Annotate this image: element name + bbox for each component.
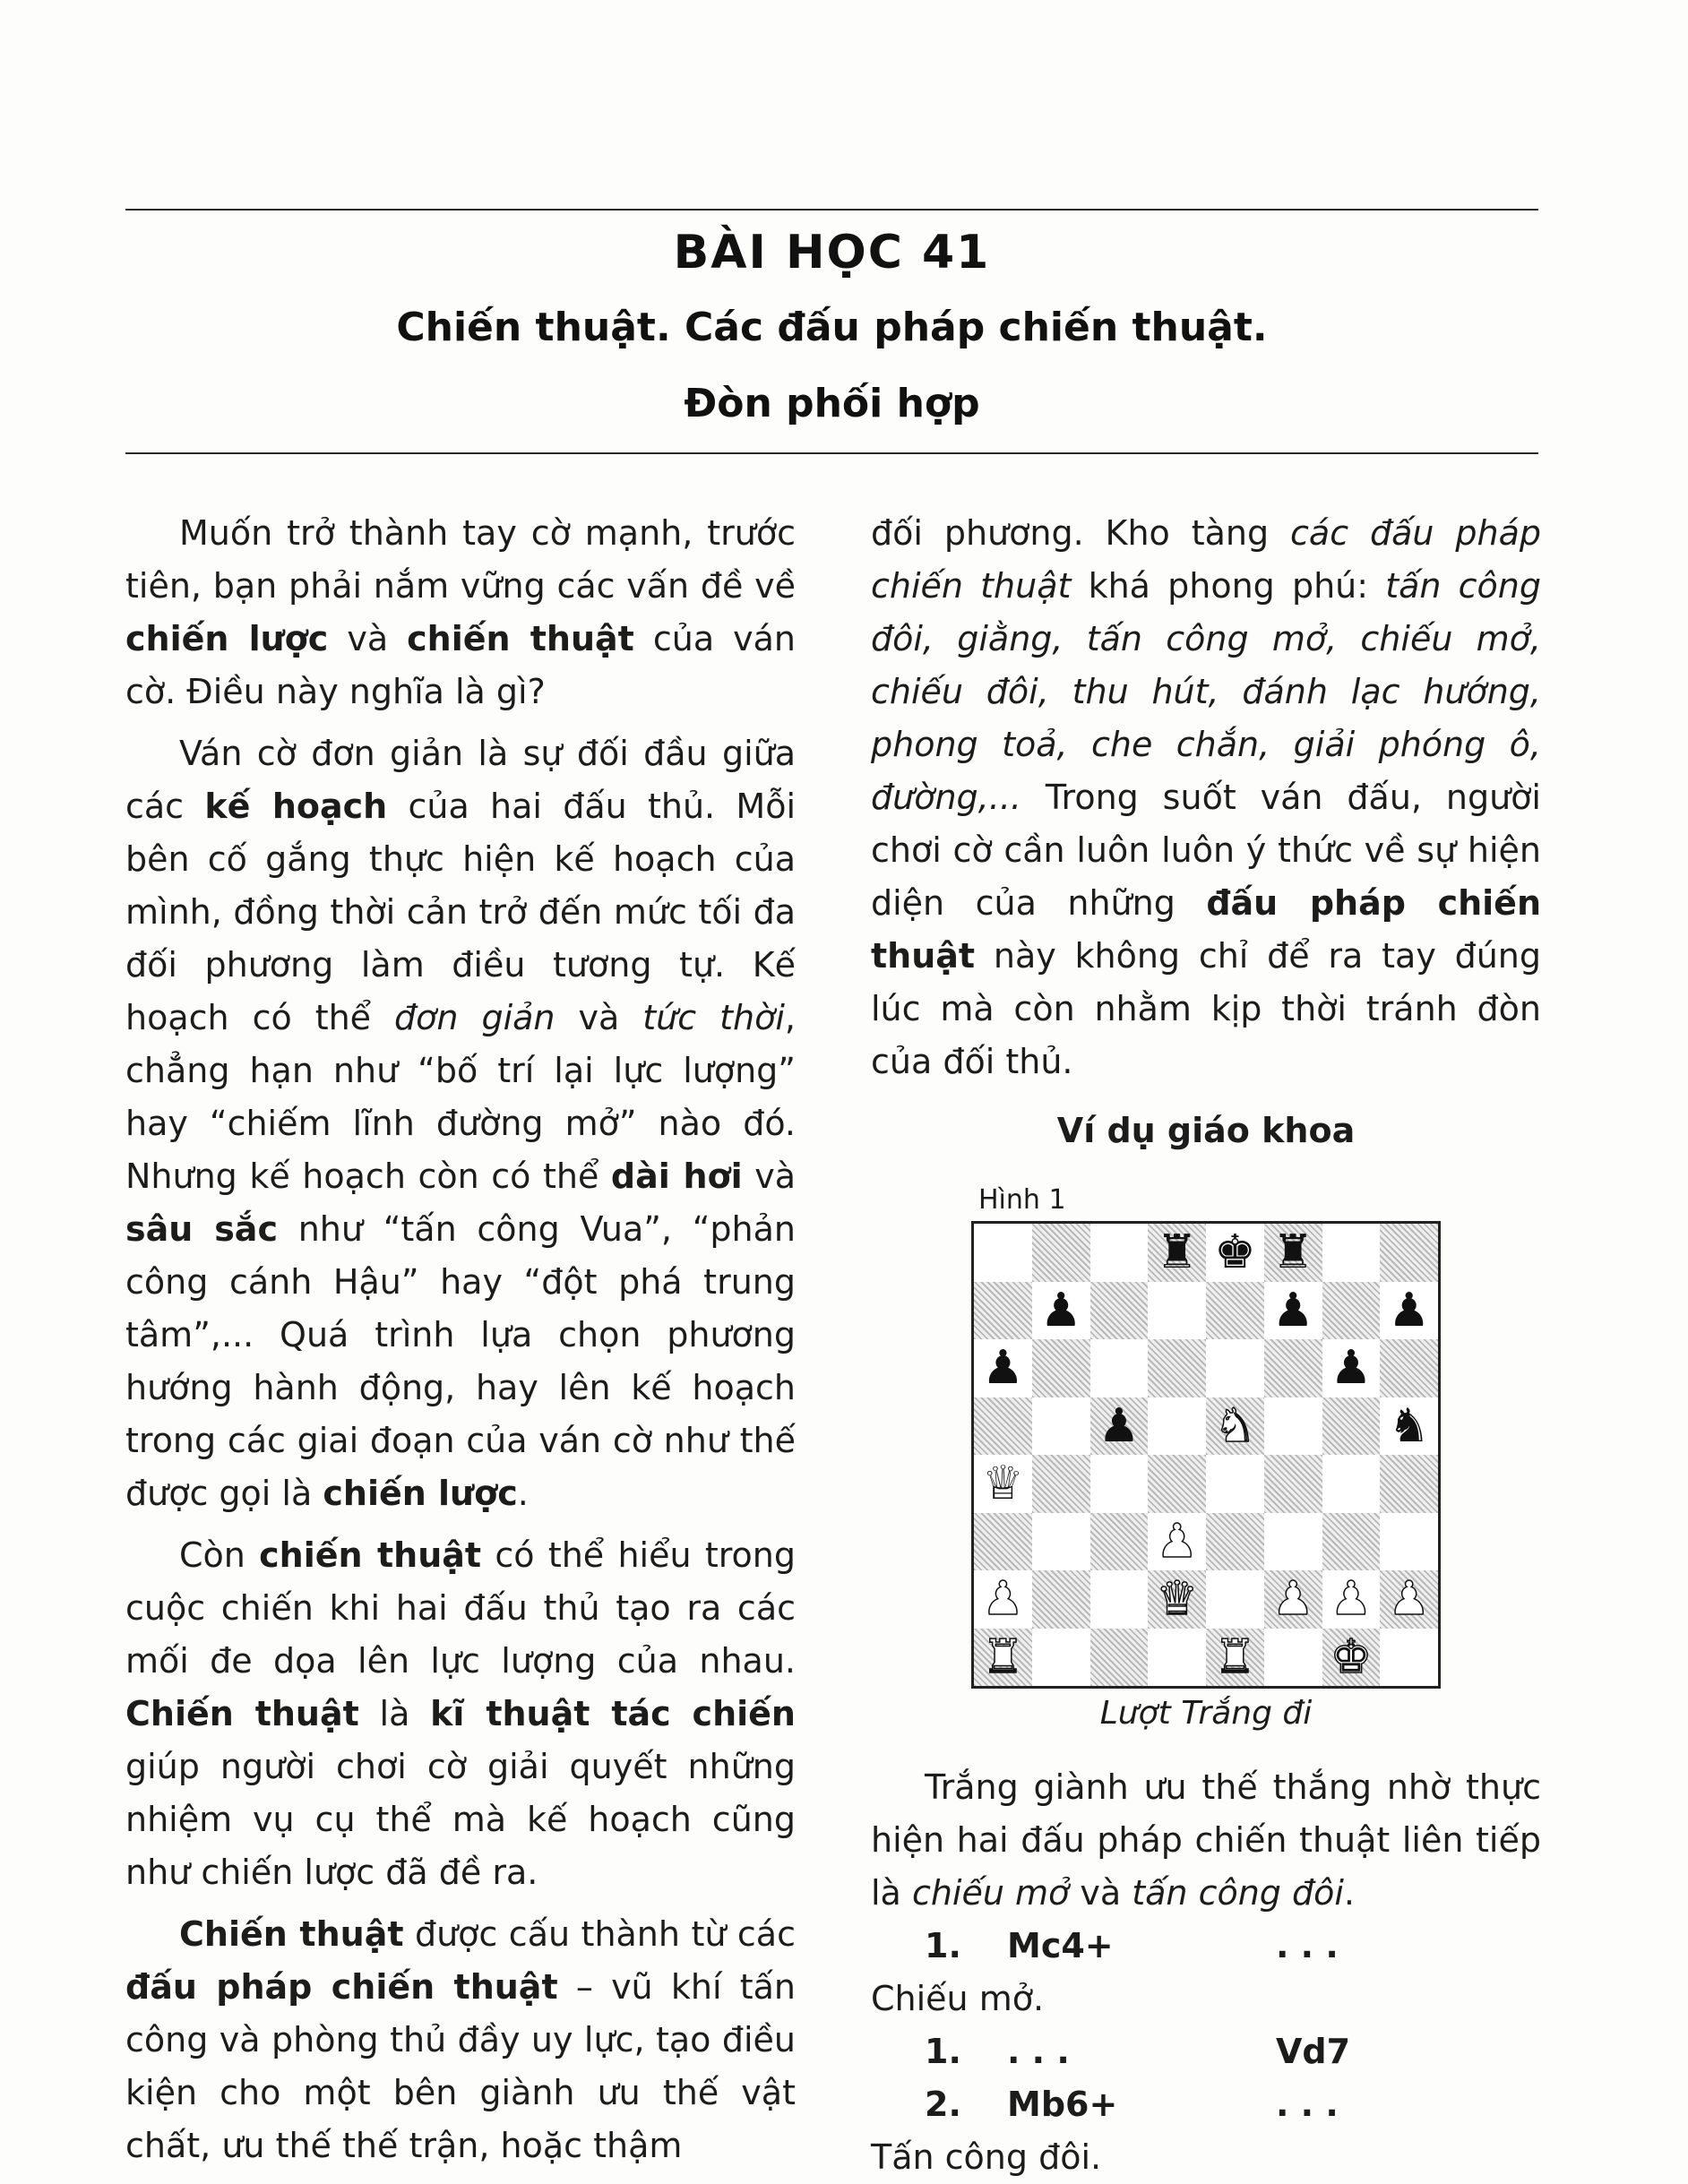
- square-g5: [1322, 1397, 1381, 1456]
- chess-piece-icon: ♚: [1330, 1629, 1373, 1684]
- square-b7: [1032, 1282, 1090, 1340]
- square-h8: [1380, 1224, 1438, 1282]
- lesson-subtitle-2: Đòn phối hợp: [684, 381, 980, 426]
- paragraph-4: Chiến thuật được cấu thành từ các đấu pháp chiến thuật – vũ khí tấn công và phòng thủ đầy uy lực, tạo điều kiện cho một bên giành ưu thế vật chất, ưu thế thế trận, hoặc thậm: [125, 1914, 796, 2165]
- chess-board: [971, 1221, 1441, 1689]
- square-f1: [1264, 1629, 1322, 1687]
- chess-piece-icon: ♟: [1330, 1572, 1373, 1627]
- square-b3: [1032, 1513, 1090, 1571]
- square-a7: [974, 1282, 1032, 1340]
- square-c4: [1090, 1455, 1149, 1513]
- move-number: 2.: [925, 2085, 961, 2124]
- square-e3: [1206, 1513, 1264, 1571]
- move-white: Mc4+: [1007, 1926, 1114, 1965]
- square-d3: [1148, 1513, 1206, 1571]
- square-e2: [1206, 1570, 1264, 1629]
- left-column: [125, 507, 796, 2172]
- square-f4: [1264, 1455, 1322, 1513]
- chess-piece-icon: ♟: [1271, 1283, 1314, 1337]
- move-row: [871, 1920, 1541, 1973]
- move-note: [871, 1973, 1541, 2025]
- header-rule-top: [125, 209, 1538, 211]
- square-c6: [1090, 1339, 1149, 1397]
- square-b8: [1032, 1224, 1090, 1282]
- chess-piece-icon: ♚: [1214, 1225, 1256, 1280]
- square-f3: [1264, 1513, 1322, 1571]
- square-f8: [1264, 1224, 1322, 1282]
- move-black: . . .: [1276, 2085, 1339, 2124]
- square-b1: [1032, 1629, 1090, 1687]
- chess-piece-icon: ♕: [982, 1457, 1024, 1511]
- square-b2: [1032, 1570, 1090, 1629]
- square-b6: [1032, 1339, 1090, 1397]
- square-g4: [1322, 1455, 1381, 1513]
- square-h2: [1380, 1570, 1438, 1629]
- move-note-text: Tấn công đôi.: [871, 2137, 1102, 2177]
- square-e7: [1206, 1282, 1264, 1340]
- square-c5: [1090, 1397, 1149, 1456]
- square-e6: [1206, 1339, 1264, 1397]
- figure-label: Hình 1: [978, 1184, 1066, 1216]
- square-g2: [1322, 1570, 1381, 1629]
- move-white: . . .: [1007, 2032, 1070, 2071]
- square-b5: [1032, 1397, 1090, 1456]
- square-h6: [1380, 1339, 1438, 1397]
- square-g8: [1322, 1224, 1381, 1282]
- square-a3: [974, 1513, 1032, 1571]
- chess-piece-icon: ♜: [1214, 1629, 1256, 1684]
- square-f5: [1264, 1397, 1322, 1456]
- square-c7: [1090, 1282, 1149, 1340]
- square-d6: [1148, 1339, 1206, 1397]
- square-g1: [1322, 1629, 1381, 1687]
- right-column: [871, 507, 1541, 1088]
- square-h4: [1380, 1455, 1438, 1513]
- paragraph-2: Ván cờ đơn giản là sự đối đầu giữa các kế hoạch của hai đấu thủ. Mỗi bên cố gắng thực hiện kế hoạch của mình, đồng thời cản trở đến mức tối đa đối phương làm điều tương tự. Kế hoạch có thể đơn giản và tức thời, chẳng hạn như “bố trí lại lực lượng” hay “chiếm lĩnh đường mở” nào đó. Nhưng kế hoạch còn có thể dài hơi và sâu sắc như “tấn công Vua”, “phản công cánh Hậu” hay “đột phá trung tâm”,... Quá trình lựa chọn phương hướng hành động, hay lên kế hoạch trong các giai đoạn của ván cờ như thế được gọi là chiến lược.: [125, 734, 797, 1513]
- square-c2: [1090, 1570, 1149, 1629]
- square-d2: [1148, 1570, 1206, 1629]
- figure-caption: Lượt Trắng đi: [1099, 1695, 1313, 1732]
- square-a6: [974, 1339, 1032, 1397]
- square-h7: [1380, 1282, 1438, 1340]
- square-a5: [974, 1397, 1032, 1456]
- square-d1: [1148, 1629, 1206, 1687]
- move-number: 1.: [925, 1926, 961, 1965]
- square-d4: [1148, 1455, 1206, 1513]
- square-h1: [1380, 1629, 1438, 1687]
- square-e5: [1206, 1397, 1264, 1456]
- chess-piece-icon: ♟: [1098, 1398, 1141, 1453]
- square-e1: [1206, 1629, 1264, 1687]
- header-rule-bottom: [125, 452, 1538, 454]
- square-e8: [1206, 1224, 1264, 1282]
- square-g3: [1322, 1513, 1381, 1571]
- paragraph-1: Muốn trở thành tay cờ mạnh, trước tiên, bạn phải nắm vững các vấn đề về chiến lược và chiến thuật của ván cờ. Điều này nghĩa là gì?: [125, 513, 796, 711]
- chess-piece-icon: ♟: [982, 1341, 1024, 1396]
- move-white: Mb6+: [1007, 2085, 1118, 2124]
- chess-piece-icon: ♟: [982, 1572, 1024, 1627]
- move-note-text: Chiếu mở.: [871, 1979, 1045, 2018]
- square-c8: [1090, 1224, 1149, 1282]
- square-g7: [1322, 1282, 1381, 1340]
- chess-piece-icon: ♜: [1271, 1225, 1314, 1280]
- square-c3: [1090, 1513, 1149, 1571]
- paragraph-3: Còn chiến thuật có thể hiểu trong cuộc chiến khi hai đấu thủ tạo ra các mối đe dọa lên lực lượng của nhau. Chiến thuật là kĩ thuật tác chiến giúp người chơi cờ giải quyết những nhiệm vụ cụ thể mà kế hoạch cũng như chiến lược đã đề ra.: [125, 1535, 796, 1892]
- square-d8: [1148, 1224, 1206, 1282]
- square-h3: [1380, 1513, 1438, 1571]
- move-row: [871, 2025, 1541, 2078]
- chess-piece-icon: ♜: [1156, 1225, 1198, 1280]
- chess-piece-icon: ♟: [1388, 1572, 1430, 1627]
- lesson-subtitle-1: Chiến thuật. Các đấu pháp chiến thuật.: [396, 305, 1268, 350]
- square-e4: [1206, 1455, 1264, 1513]
- move-number: 1.: [925, 2032, 961, 2071]
- move-list: [871, 1920, 1541, 2184]
- chess-piece-icon: ♟: [1156, 1514, 1198, 1569]
- chess-piece-icon: ♟: [1039, 1283, 1082, 1337]
- paragraph-6: Trắng giành ưu thế thắng nhờ thực hiện hai đấu pháp chiến thuật liên tiếp là chiếu mở và tấn công đôi.: [871, 1767, 1541, 1913]
- square-b4: [1032, 1455, 1090, 1513]
- chess-piece-icon: ♟: [1271, 1572, 1314, 1627]
- chess-piece-icon: ♟: [1388, 1283, 1430, 1337]
- right-column-lower: [871, 1761, 1541, 1920]
- move-black: . . .: [1276, 1926, 1339, 1965]
- square-c1: [1090, 1629, 1149, 1687]
- chess-piece-icon: ♛: [1156, 1572, 1198, 1627]
- move-row: [871, 2078, 1541, 2131]
- square-d5: [1148, 1397, 1206, 1456]
- chess-piece-icon: ♞: [1388, 1398, 1430, 1453]
- move-black: Vd7: [1276, 2032, 1351, 2071]
- chess-piece-icon: ♞: [1214, 1398, 1256, 1453]
- lesson-title: BÀI HỌC 41: [673, 226, 991, 279]
- square-a2: [974, 1570, 1032, 1629]
- square-a4: [974, 1455, 1032, 1513]
- move-note: [871, 2131, 1541, 2184]
- chess-piece-icon: ♟: [1330, 1341, 1373, 1396]
- square-a1: [974, 1629, 1032, 1687]
- chess-piece-icon: ♜: [982, 1629, 1024, 1684]
- example-title: Ví dụ giáo khoa: [1056, 1111, 1356, 1150]
- paragraph-5: đối phương. Kho tàng các đấu pháp chiến thuật khá phong phú: tấn công đôi, giằng, tấn công mở, chiếu mở, chiếu đôi, thu hút, đánh lạc hướng, phong toả, che chắn, giải phóng ô, đường,... Trong suốt ván đấu, người chơi cờ cần luôn luôn ý thức về sự hiện diện của những đấu pháp chiến thuật này không chỉ để ra tay đúng lúc mà còn nhằm kịp thời tránh đòn của đối thủ.: [871, 513, 1541, 1081]
- square-f7: [1264, 1282, 1322, 1340]
- square-f6: [1264, 1339, 1322, 1397]
- square-d7: [1148, 1282, 1206, 1340]
- square-h5: [1380, 1397, 1438, 1456]
- square-g6: [1322, 1339, 1381, 1397]
- square-f2: [1264, 1570, 1322, 1629]
- square-a8: [974, 1224, 1032, 1282]
